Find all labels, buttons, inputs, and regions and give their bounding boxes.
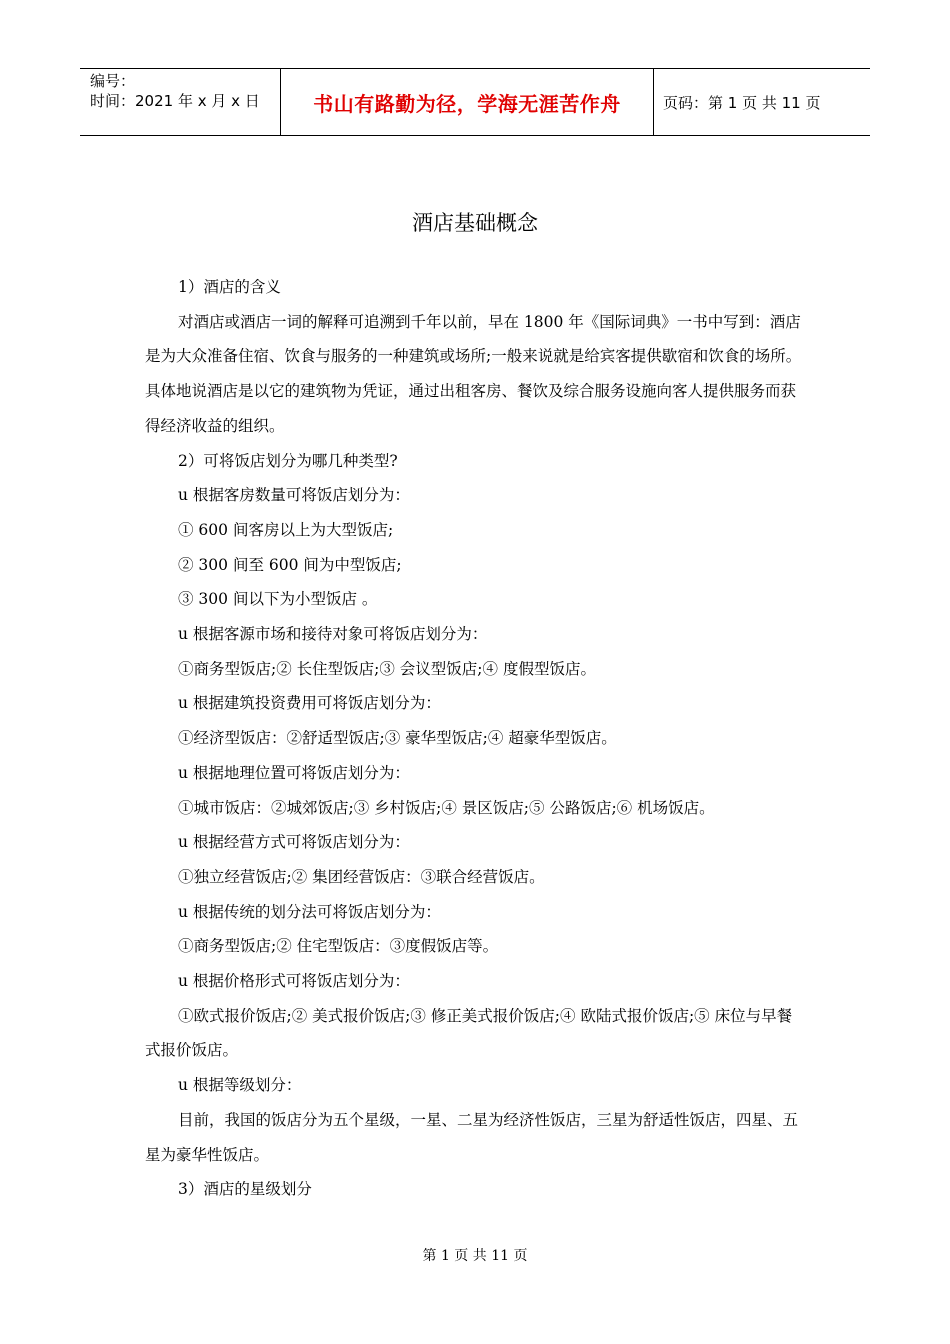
paragraph: ③ 300 间以下为小型饭店 。 xyxy=(178,590,378,609)
paragraph: ① 600 间客房以上为大型饭店; xyxy=(178,520,394,539)
header-meta xyxy=(80,69,281,135)
paragraph: 目前，我国的饭店分为五个星级，一星、二星为经济性饭店，三星为舒适性饭店，四星、五星为豪华性饭店。 xyxy=(145,1110,799,1164)
motto: 书山有路勤为径，学海无涯苦作舟 xyxy=(313,91,621,116)
paragraph: ①商务型饭店;② 住宅型饭店：③度假饭店等。 xyxy=(178,937,499,956)
paragraph: u 根据等级划分： xyxy=(178,1076,302,1095)
paragraph: 对酒店或酒店一词的解释可追溯到千年以前，早在 1800 年《国际词典》一书中写到：酒店是为大众准备住宿、饮食与服务的一种建筑或场所;一般来说就是给宾客提供歇宿和饮食的场所。具体地说酒店是以它的建筑物为凭证，通过出租客房、餐饮及综合服务设施向客人提供服务而获得经济收益的组织。 xyxy=(145,312,802,435)
paragraph: u 根据建筑投资费用可将饭店划分为： xyxy=(178,694,441,713)
document-header xyxy=(80,68,870,136)
document-body xyxy=(145,270,805,1207)
header-motto-cell xyxy=(281,69,654,135)
number-label: 编号： xyxy=(90,72,136,90)
paragraph: u 根据客房数量可将饭店划分为： xyxy=(178,486,410,505)
paragraph: ①独立经营饭店;② 集团经营饭店：③联合经营饭店。 xyxy=(178,867,545,886)
time-label: 时间：2021 年 x 月 x 日 xyxy=(90,92,260,110)
paragraph: ①商务型饭店;② 长住型饭店;③ 会议型饭店;④ 度假型饭店。 xyxy=(178,659,596,678)
paragraph: u 根据经营方式可将饭店划分为： xyxy=(178,833,410,852)
paragraph: 2）可将饭店划分为哪几种类型? xyxy=(178,451,398,470)
paragraph: ①经济型饭店：②舒适型饭店;③ 豪华型饭店;④ 超豪华型饭店。 xyxy=(178,729,617,748)
header-page-cell xyxy=(654,69,870,135)
paragraph: ② 300 间至 600 间为中型饭店; xyxy=(178,555,402,574)
paragraph: u 根据客源市场和接待对象可将饭店划分为： xyxy=(178,625,488,644)
paragraph: u 根据传统的划分法可将饭店划分为： xyxy=(178,902,441,921)
paragraph: ①城市饭店：②城郊饭店;③ 乡村饭店;④ 景区饭店;⑤ 公路饭店;⑥ 机场饭店。 xyxy=(178,798,715,817)
paragraph: 3）酒店的星级划分 xyxy=(178,1180,312,1199)
page-footer: 第 1 页 共 11 页 xyxy=(422,1248,528,1264)
paragraph: u 根据价格形式可将饭店划分为： xyxy=(178,972,410,991)
document-title: 酒店基础概念 xyxy=(412,211,538,235)
paragraph: 1）酒店的含义 xyxy=(178,278,281,296)
paragraph: ①欧式报价饭店;② 美式报价饭店;③ 修正美式报价饭店;④ 欧陆式报价饭店;⑤ 床位与早餐式报价饭店。 xyxy=(145,1006,793,1060)
page-info: 页码：第 1 页 共 11 页 xyxy=(663,93,821,112)
paragraph: u 根据地理位置可将饭店划分为： xyxy=(178,763,410,782)
